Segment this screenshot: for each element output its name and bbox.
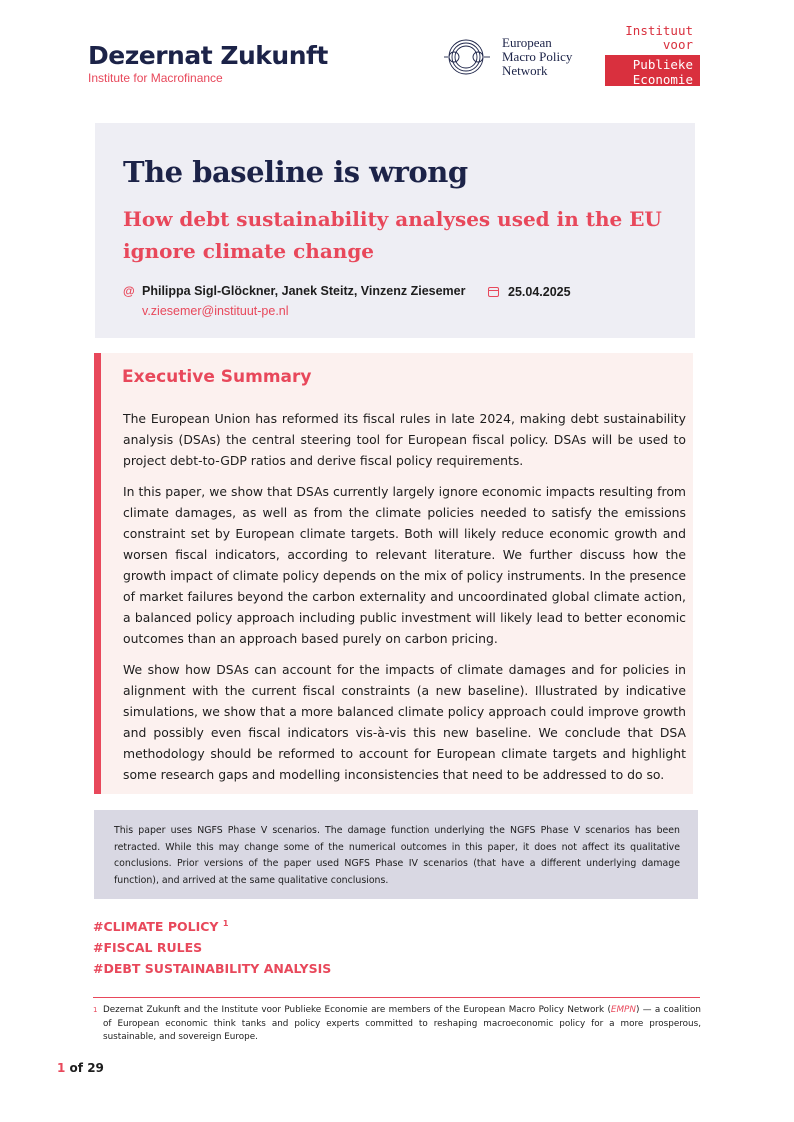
topic-tags <box>93 913 331 979</box>
title-block <box>95 123 695 338</box>
page-number <box>57 1061 104 1075</box>
ipe-line-4: Economie <box>632 72 693 87</box>
page-title: The baseline is wrong <box>123 155 468 189</box>
authors: Philippa Sigl-Glöckner, Janek Steitz, Vinzenz Ziesemer <box>142 284 466 298</box>
empn-wordmark <box>502 36 572 78</box>
ipe-logo <box>605 24 700 86</box>
at-icon: @ <box>123 284 135 298</box>
date-value: 25.04.2025 <box>508 285 571 299</box>
summary-paragraph: The European Union has reformed its fiscal rules in late 2024, making debt sustainability analysis (DSAs) the central steering tool for European fiscal policy. DSAs will be used to project debt-to-GDP ratios and derive fiscal policy requirements. <box>123 411 686 468</box>
executive-summary <box>94 353 693 794</box>
scenario-note <box>94 810 698 899</box>
footnote-text <box>93 1004 701 1045</box>
dezernat-zukunft-wordmark: Dezernat Zukunft <box>88 41 328 70</box>
executive-summary-body <box>123 408 686 795</box>
empn-line-2: Macro Policy <box>502 49 573 64</box>
footnote <box>93 1004 701 1045</box>
ipe-logo-box <box>605 55 700 86</box>
publication-date <box>488 285 571 299</box>
footnote-text-part: Dezernat Zukunft and the Institute voor Publieke Economie are members of the European Macro Policy Network ( <box>103 1005 611 1015</box>
empn-logo <box>440 36 572 78</box>
summary-paragraph: In this paper, we show that DSAs currently largely ignore economic impacts resulting from climate damages, as well as from the climate policies needed to satisfy the emissions constraint set by European climate targets. Both will likely reduce economic growth and worsen fiscal indicators, according to relevant literature. We further discuss how the growth impact of climate policy depends on the mix of policy instruments. In the presence of market failures beyond the carbon externality and uncoordinated global climate action, a balanced policy approach including public investment will likely lead to better economic outcomes than an approach based purely on carbon pricing. <box>123 484 686 646</box>
summary-paragraph: We show how DSAs can account for the impacts of climate damages and for policies in alignment with the current fiscal constraints (a new baseline). Illustrated by indicative simulations, we show that a more balanced climate policy approach could improve growth and possibly even fiscal indicators vis-à-vis this new baseline. We conclude that DSA methodology should be reformed to account for European climate targets and highlight some research gaps and modelling inconsistencies that need to be addressed to do so. <box>123 662 686 782</box>
current-page: 1 <box>57 1061 66 1075</box>
executive-summary-heading: Executive Summary <box>122 367 312 387</box>
tag-debt-sustainability-analysis[interactable]: #DEBT SUSTAINABILITY ANALYSIS <box>93 961 332 977</box>
page-subtitle: How debt sustainability analyses used in the EU ignore climate change <box>123 207 662 263</box>
footnote-text-part: ) — a coalition of European economic think tanks and policy experts committed to reshaping macroeconomic policy for a more prosperous, sustainable, and sovereign Europe. <box>103 1005 702 1042</box>
dezernat-zukunft-tagline: Institute for Macrofinance <box>88 71 223 85</box>
dezernat-zukunft-logo <box>88 42 328 85</box>
tag-climate-policy[interactable] <box>93 913 331 937</box>
empn-line-3: Network <box>502 63 548 78</box>
scenario-note-text: This paper uses NGFS Phase V scenarios. The damage function underlying the NGFS Phase V scenarios has been retracted. While this may change some of the numerical outcomes in this paper, it does not affect its qualitative conclusions. Prior versions of the paper used NGFS Phase IV scenarios (that have a different underlying damage function), and arrived at the same qualitative conclusions. <box>114 825 680 886</box>
total-pages: of 29 <box>69 1061 104 1075</box>
ipe-logo-top <box>605 24 700 52</box>
footnote-ref[interactable]: 1 <box>222 919 229 928</box>
empn-abbreviation[interactable]: EMPN <box>610 1005 636 1015</box>
footnote-divider <box>93 997 700 998</box>
tag-fiscal-rules[interactable]: #FISCAL RULES <box>93 940 203 956</box>
ipe-line-2: voor <box>662 37 693 52</box>
tag-label: #CLIMATE POLICY <box>93 919 219 935</box>
footnote-mark: 1 <box>93 1006 98 1014</box>
authors-line <box>123 284 466 298</box>
empn-line-1: European <box>502 35 552 50</box>
empn-rings-icon <box>440 37 494 77</box>
ipe-line-1: Instituut <box>625 23 693 38</box>
ipe-line-3: Publieke <box>632 57 693 72</box>
contact-email[interactable]: v.ziesemer@instituut-pe.nl <box>142 304 289 318</box>
calendar-icon <box>488 287 499 297</box>
